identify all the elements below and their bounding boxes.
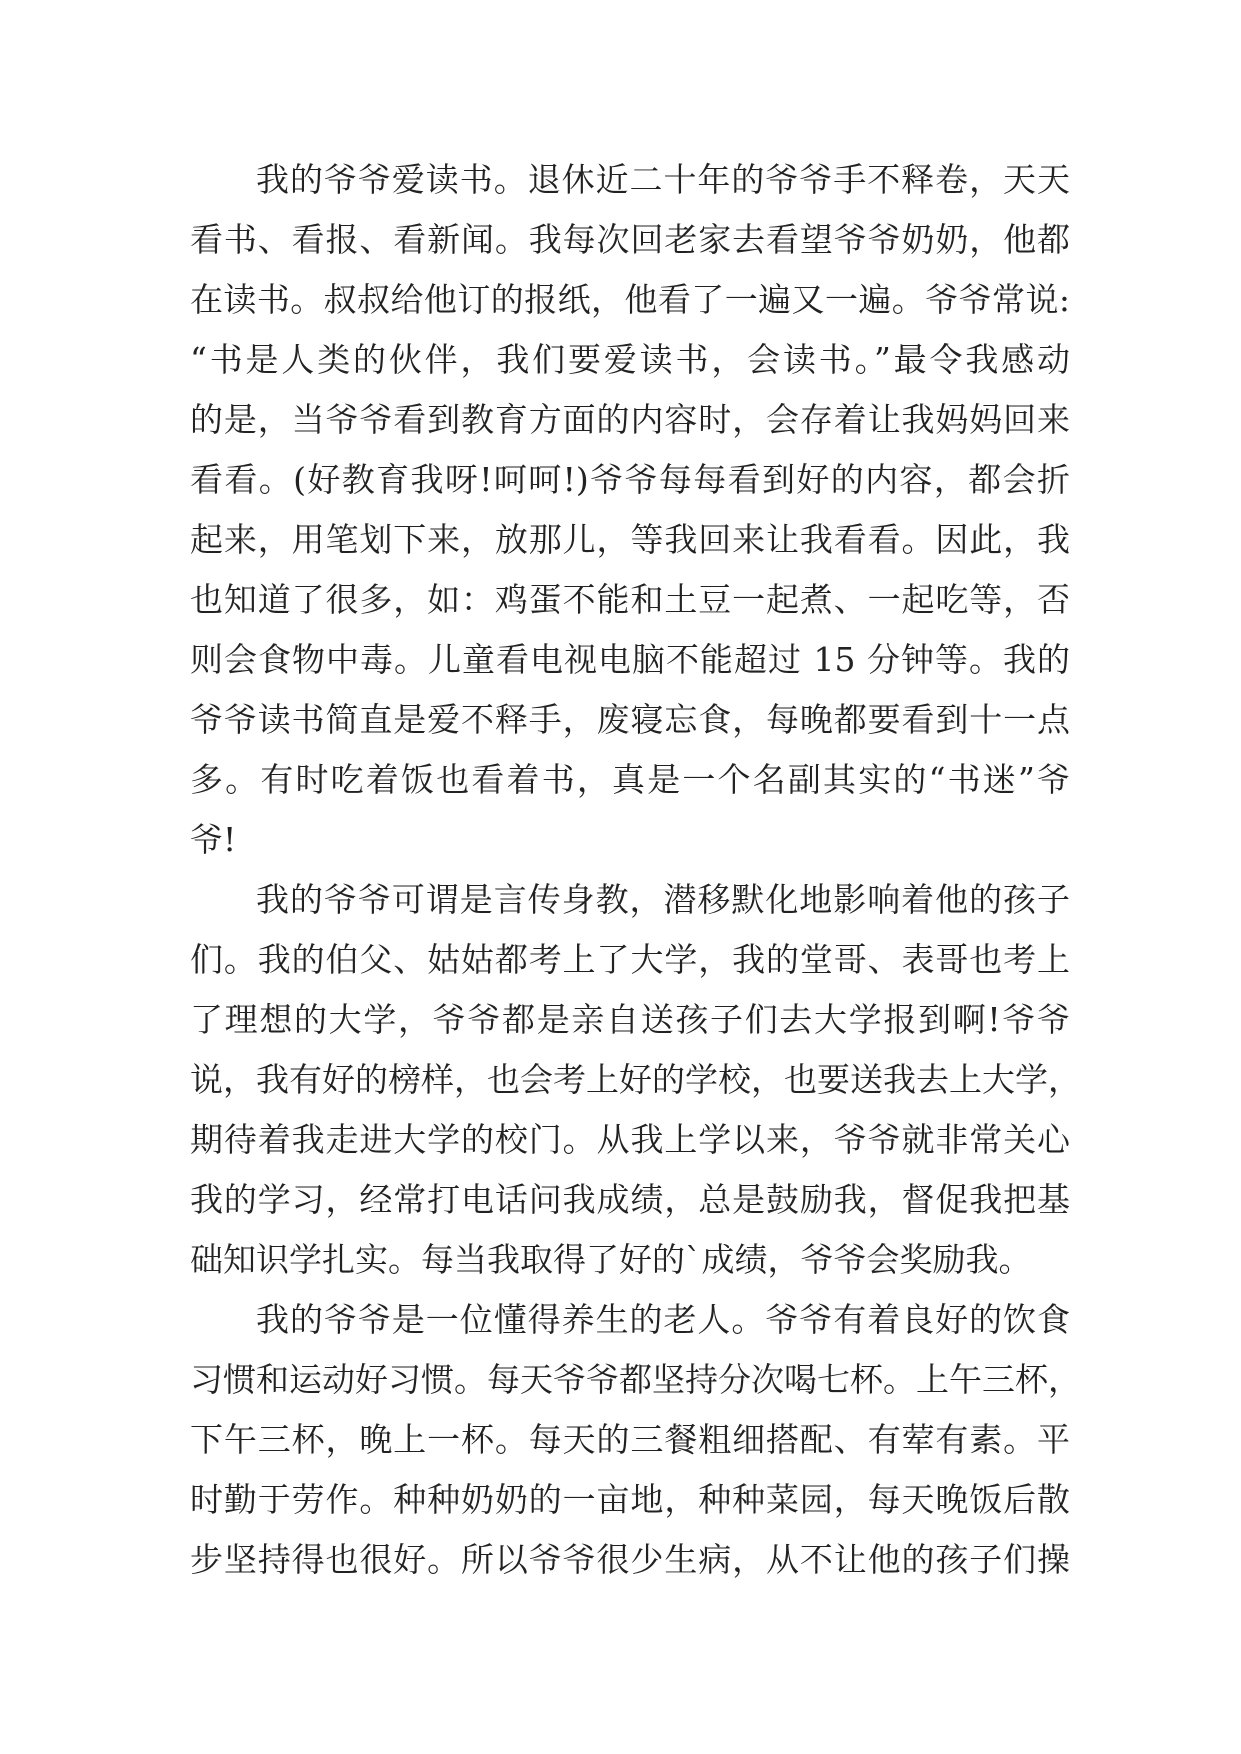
text-line: 爷爷读书简直是爱不释手，废寝忘食，每晚都要看到十一点 xyxy=(190,700,1070,739)
text-line: “书是人类的伙伴，我们要爱读书，会读书。”最令我感动 xyxy=(190,340,1070,379)
text-line: 步坚持得也很好。所以爷爷很少生病，从不让他的孩子们操 xyxy=(190,1540,1070,1579)
text-line: 习惯和运动好习惯。每天爷爷都坚持分次喝七杯。上午三杯， xyxy=(190,1360,1081,1399)
text-line: 下午三杯，晚上一杯。每天的三餐粗细搭配、有荤有素。平 xyxy=(190,1420,1070,1459)
text-line: 我的爷爷是一位懂得养生的老人。爷爷有着良好的饮食 xyxy=(256,1300,1070,1339)
text-line: 则会食物中毒。儿童看电视电脑不能超过 15 分钟等。我的 xyxy=(190,640,1070,679)
text-line: 期待着我走进大学的校门。从我上学以来，爷爷就非常关心 xyxy=(190,1120,1070,1159)
text-line: 们。我的伯父、姑姑都考上了大学，我的堂哥、表哥也考上 xyxy=(190,940,1070,979)
text-line: 看看。(好教育我呀!呵呵!)爷爷每每看到好的内容，都会折 xyxy=(190,460,1070,499)
text-line: 也知道了很多，如：鸡蛋不能和土豆一起煮、一起吃等，否 xyxy=(190,580,1070,619)
text-line: 说，我有好的榜样，也会考上好的学校，也要送我去上大学， xyxy=(190,1060,1081,1099)
text-line: 多。有时吃着饭也看着书，真是一个名副其实的“书迷”爷 xyxy=(190,760,1070,799)
text-line: 时勤于劳作。种种奶奶的一亩地，种种菜园，每天晚饭后散 xyxy=(190,1480,1070,1519)
text-line: 的是，当爷爷看到教育方面的内容时，会存着让我妈妈回来 xyxy=(190,400,1070,439)
text-line: 础知识学扎实。每当我取得了好的`成绩，爷爷会奖励我。 xyxy=(190,1240,1032,1279)
text-line: 了理想的大学，爷爷都是亲自送孩子们去大学报到啊!爷爷 xyxy=(190,1000,1070,1039)
text-line: 看书、看报、看新闻。我每次回老家去看望爷爷奶奶，他都 xyxy=(190,220,1070,259)
text-line: 我的学习，经常打电话问我成绩，总是鼓励我，督促我把基 xyxy=(190,1180,1070,1219)
text-line: 我的爷爷爱读书。退休近二十年的爷爷手不释卷，天天 xyxy=(256,160,1070,199)
text-line: 在读书。叔叔给他订的报纸，他看了一遍又一遍。爷爷常说: xyxy=(190,280,1070,319)
text-line: 爷! xyxy=(190,820,237,859)
text-line: 起来，用笔划下来，放那儿，等我回来让我看看。因此，我 xyxy=(190,520,1070,559)
text-line: 我的爷爷可谓是言传身教，潜移默化地影响着他的孩子 xyxy=(256,880,1070,919)
